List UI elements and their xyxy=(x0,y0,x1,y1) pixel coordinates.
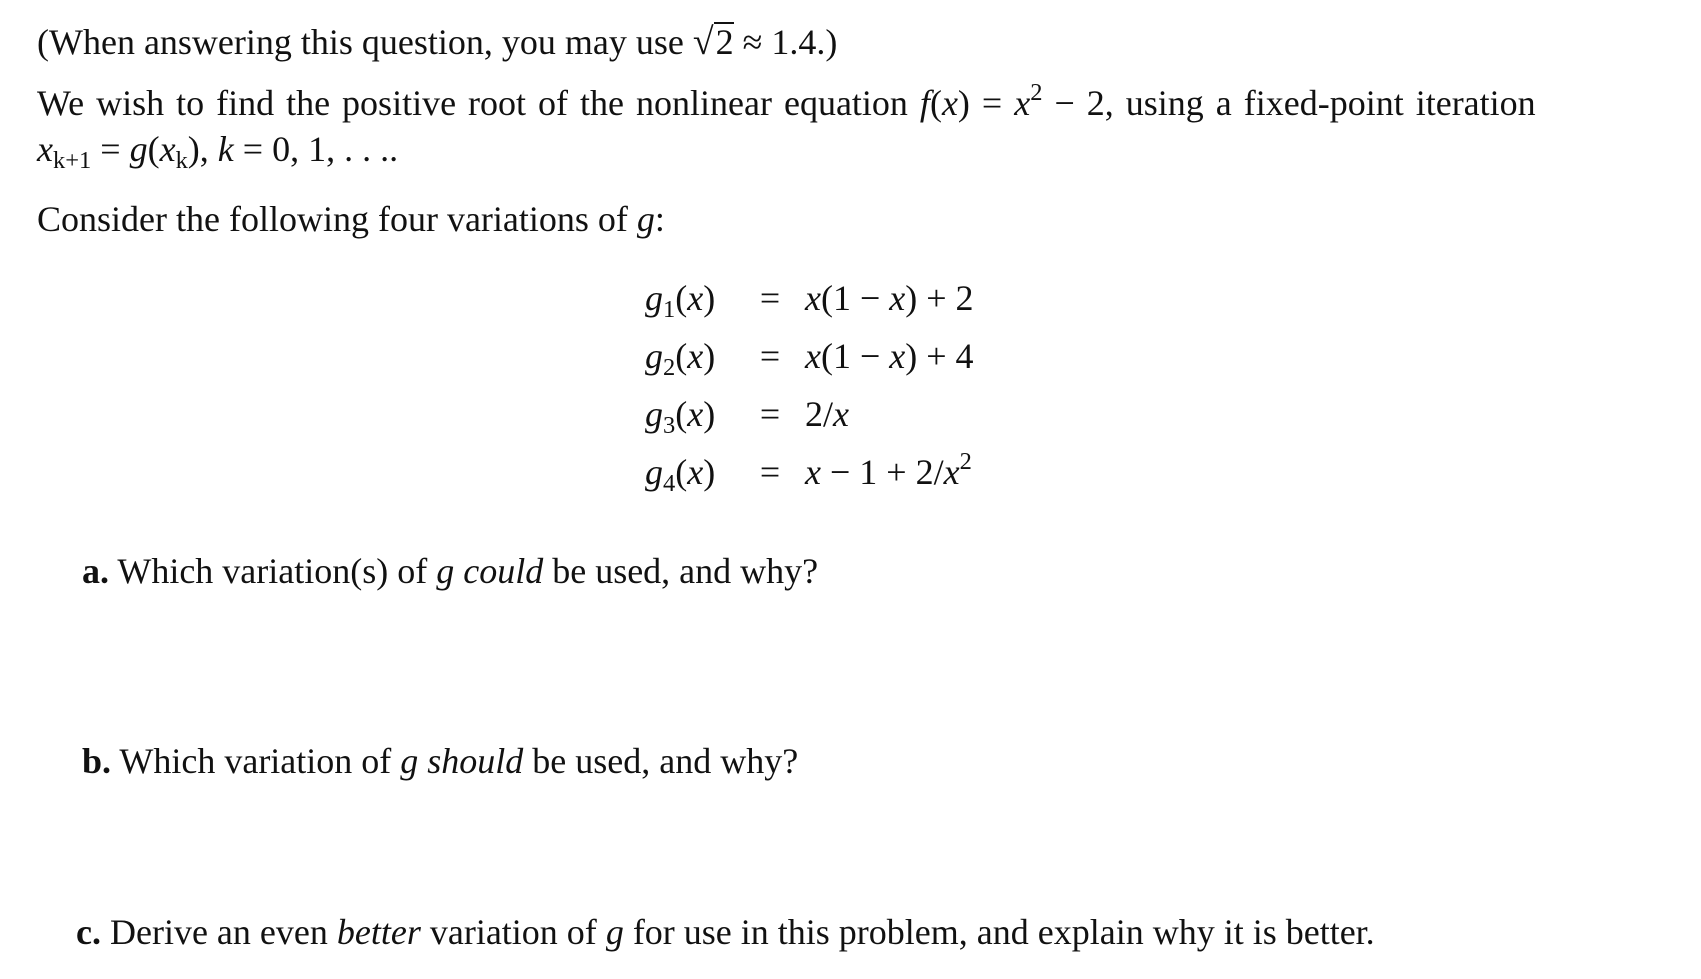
subscript: k xyxy=(175,146,188,174)
equation-sign: = xyxy=(759,336,781,376)
question-text: Which variation(s) of xyxy=(109,551,437,591)
rhs-text: ) + 2 xyxy=(905,278,974,318)
equation-array xyxy=(645,272,1045,498)
rhs-text: (1 − xyxy=(820,336,890,376)
var-x: x xyxy=(805,278,821,318)
subscript: k+1 xyxy=(52,146,92,174)
question-a xyxy=(82,550,818,593)
var-x: x xyxy=(941,83,958,123)
function-f: f xyxy=(919,83,930,123)
hint-line xyxy=(37,20,837,65)
exponent: 2 xyxy=(1030,78,1043,106)
problem-text-suffix: − 2, using a fixed-point iteration xyxy=(1042,83,1536,123)
subscript: 2 xyxy=(663,353,676,381)
subscript: 4 xyxy=(663,469,676,497)
equation-rhs xyxy=(805,446,1045,498)
problem-text: We wish to find the positive root of the nonlinear equation xyxy=(37,83,920,123)
rhs-text: ) + 4 xyxy=(905,336,974,376)
consider-text: Consider the following four variations of xyxy=(37,199,637,239)
subscript: 1 xyxy=(663,295,676,323)
question-label: a. xyxy=(82,551,109,591)
var-x: x xyxy=(833,394,849,434)
equals-sign: = xyxy=(91,129,130,169)
function-g: g xyxy=(400,741,419,781)
question-text: variation of xyxy=(420,912,606,952)
function-g: g xyxy=(645,452,663,492)
question-text: be used, and why? xyxy=(523,741,799,781)
question-text: Which variation of xyxy=(111,741,401,781)
emphasis-text: better xyxy=(336,912,421,952)
equation-sign: = xyxy=(759,278,781,318)
var-x: x xyxy=(889,336,906,376)
function-g: g xyxy=(645,336,663,376)
var-x: x xyxy=(37,129,53,169)
emphasis-text: should xyxy=(427,741,524,781)
sqrt-radicand: 2 xyxy=(715,22,734,62)
equation-lhs: $g_2(x)$ xyxy=(645,336,716,381)
sqrt-symbol: √ xyxy=(692,21,714,63)
equation-rhs xyxy=(805,272,1045,324)
var-x: x xyxy=(687,394,704,434)
exponent: 2 xyxy=(959,447,972,475)
equation-lhs: $g_1(x)$ xyxy=(645,278,716,323)
var-x: x xyxy=(805,336,821,376)
hint-approx: ≈ 1.4.) xyxy=(733,22,838,62)
equation-lhs: $g_3(x)$ xyxy=(645,394,716,439)
problem-line-2: $x_{k+1} = g(x_k)$, k = 0, 1, . . .. xyxy=(37,129,399,174)
equals-sign: = xyxy=(969,83,1015,123)
var-x: x xyxy=(159,129,176,169)
function-g: g xyxy=(636,199,655,239)
question-c xyxy=(76,911,1375,954)
colon: : xyxy=(654,199,665,239)
consider-line xyxy=(37,198,665,241)
var-k: k xyxy=(217,129,234,169)
question-label: c. xyxy=(76,912,101,952)
function-g: g xyxy=(645,278,663,318)
var-x: x xyxy=(687,278,704,318)
rhs-text: (1 − xyxy=(820,278,890,318)
equation-rhs xyxy=(805,330,1045,382)
var-x: x xyxy=(805,452,821,492)
emphasis-text: could xyxy=(463,551,544,591)
problem-line-1: We wish to find the positive root of the nonlinear equation $f(x) = x^2 - 2$, using a fixed-point iteration xyxy=(37,78,1536,123)
var-x: x xyxy=(943,452,960,492)
sqrt-expression xyxy=(693,20,734,65)
function-g: g xyxy=(605,912,624,952)
var-x: x xyxy=(687,452,704,492)
rhs-text: − 1 + 2/ xyxy=(820,452,944,492)
question-label: b. xyxy=(82,741,112,781)
question-text: for use in this problem, and explain why it is better. xyxy=(623,912,1375,952)
hint-prefix: (When answering this question, you may use xyxy=(37,22,693,62)
equation-sign: = xyxy=(759,452,781,492)
var-x: x xyxy=(1014,83,1031,123)
function-g: g xyxy=(436,551,455,591)
question-text: be used, and why? xyxy=(543,551,819,591)
equation-sign: = xyxy=(759,394,781,434)
function-g: g xyxy=(129,129,148,169)
function-g: g xyxy=(645,394,663,434)
index-range: = 0, 1, . . .. xyxy=(233,129,399,169)
rhs-text: 2/ xyxy=(805,394,834,434)
var-x: x xyxy=(889,278,906,318)
var-x: x xyxy=(687,336,704,376)
equation-rhs xyxy=(805,388,1045,440)
subscript: 3 xyxy=(663,411,676,439)
question-text: Derive an even xyxy=(100,912,337,952)
equation-lhs: $g_4(x)$ xyxy=(645,452,716,497)
question-b xyxy=(82,740,798,783)
